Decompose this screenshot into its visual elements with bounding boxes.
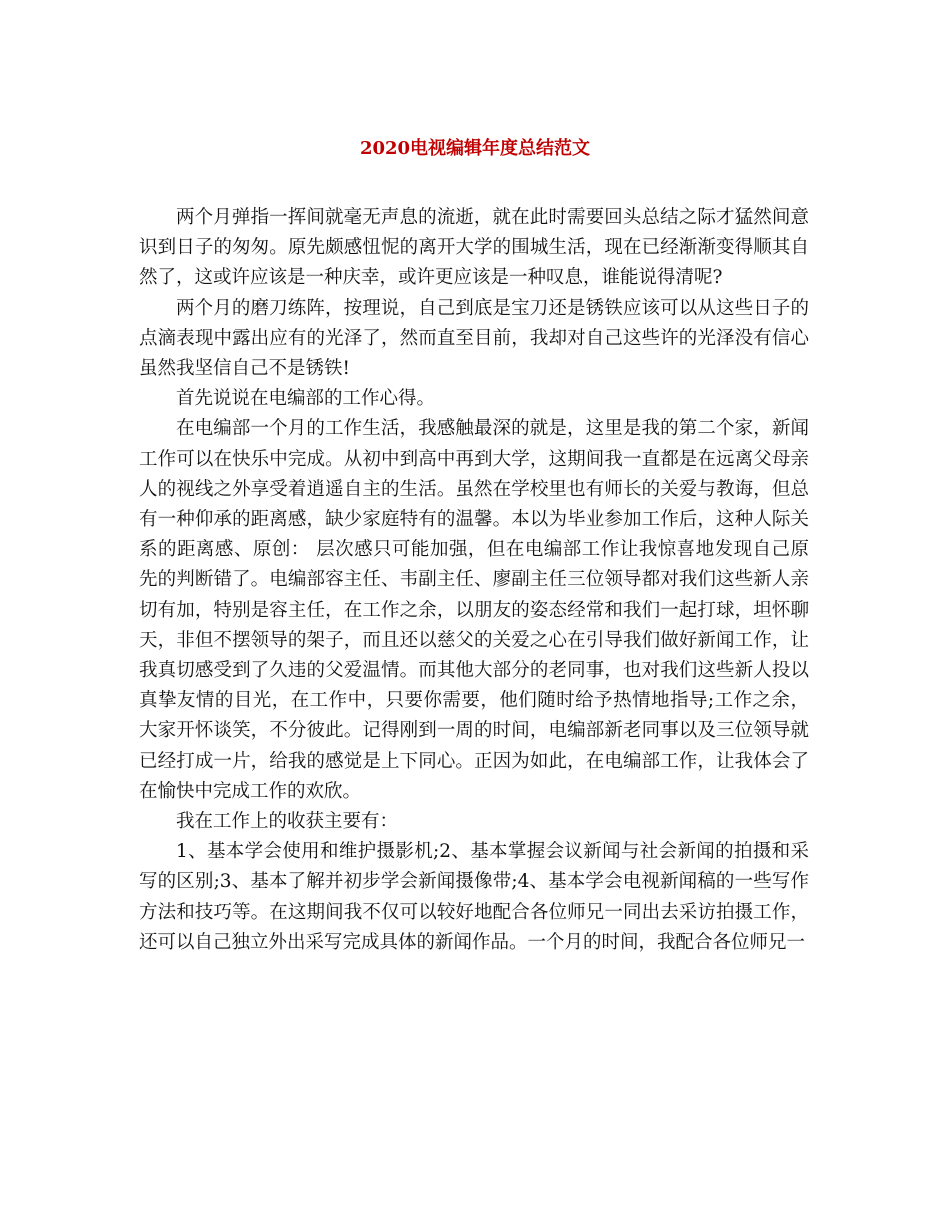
paragraph-2: 两个月的磨刀练阵，按理说，自己到底是宝刀还是锈铁应该可以从这些日子的点滴表现中露出应有的光泽了，然而直至目前，我却对自己这些许的光泽没有信心虽然我坚信自己不是锈铁! [139,297,809,380]
paragraph-6: 1、基本学会使用和维护摄影机;2、基本掌握会议新闻与社会新闻的拍摄和采写的区别;3、基本了解并初步学会新闻摄像带;4、基本学会电视新闻稿的一些写作方法和技巧等。在这期间我不仅可以较好地配合各位师兄一同出去采访拍摄工作，还可以自己独立外出采写完成具体的新闻作品。一个月的时间，我配合各位师兄一 [139,841,809,953]
paragraph-4: 在电编部一个月的工作生活，我感触最深的就是，这里是我的第二个家，新闻工作可以在快乐中完成。从初中到高中再到大学，这期间我一直都是在远离父母亲人的视线之外享受着逍遥自主的生活。虽然在学校里也有师长的关爱与教诲，但总有一种仰承的距离感，缺少家庭特有的温馨。本以为毕业参加工作后，这种人际关系的距离感、原创： 层次感只可能加强，但在电编部工作让我惊喜地发现自己原先的判断错了。电编部容主任、韦副主任、廖副主任三位领导都对我们这些新人亲切有加，特别是容主任，在工作之余，以朋友的姿态经常和我们一起打球，坦怀聊天，非但不摆领导的架子，而且还以慈父的关爱之心在引导我们做好新闻工作，让我真切感受到了久违的父爱温情。而其他大部分的老同事，也对我们这些新人投以真挚友情的目光，在工作中，只要你需要，他们随时给予热情地指导;工作之余，大家开怀谈笑，不分彼此。记得刚到一周的时间，电编部新老同事以及三位领导就已经打成一片，给我的感觉是上下同心。正因为如此，在电编部工作，让我体会了在愉快中完成工作的欢欣。 [139,418,809,802]
paragraph-1: 两个月弹指一挥间就毫无声息的流逝，就在此时需要回头总结之际才猛然间意识到日子的匆匆。原先颇感忸怩的离开大学的围城生活，现在已经渐渐变得顺其自然了，这或许应该是一种庆幸，或许更应该是一种叹息，谁能说得清呢? [139,207,809,289]
paragraph-5: 我在工作上的收获主要有： [176,811,399,833]
document-body [139,203,809,958]
paragraph-3: 首先说说在电编部的工作心得。 [176,388,436,410]
document-title: 2020电视编辑年度总结范文 [359,138,591,159]
